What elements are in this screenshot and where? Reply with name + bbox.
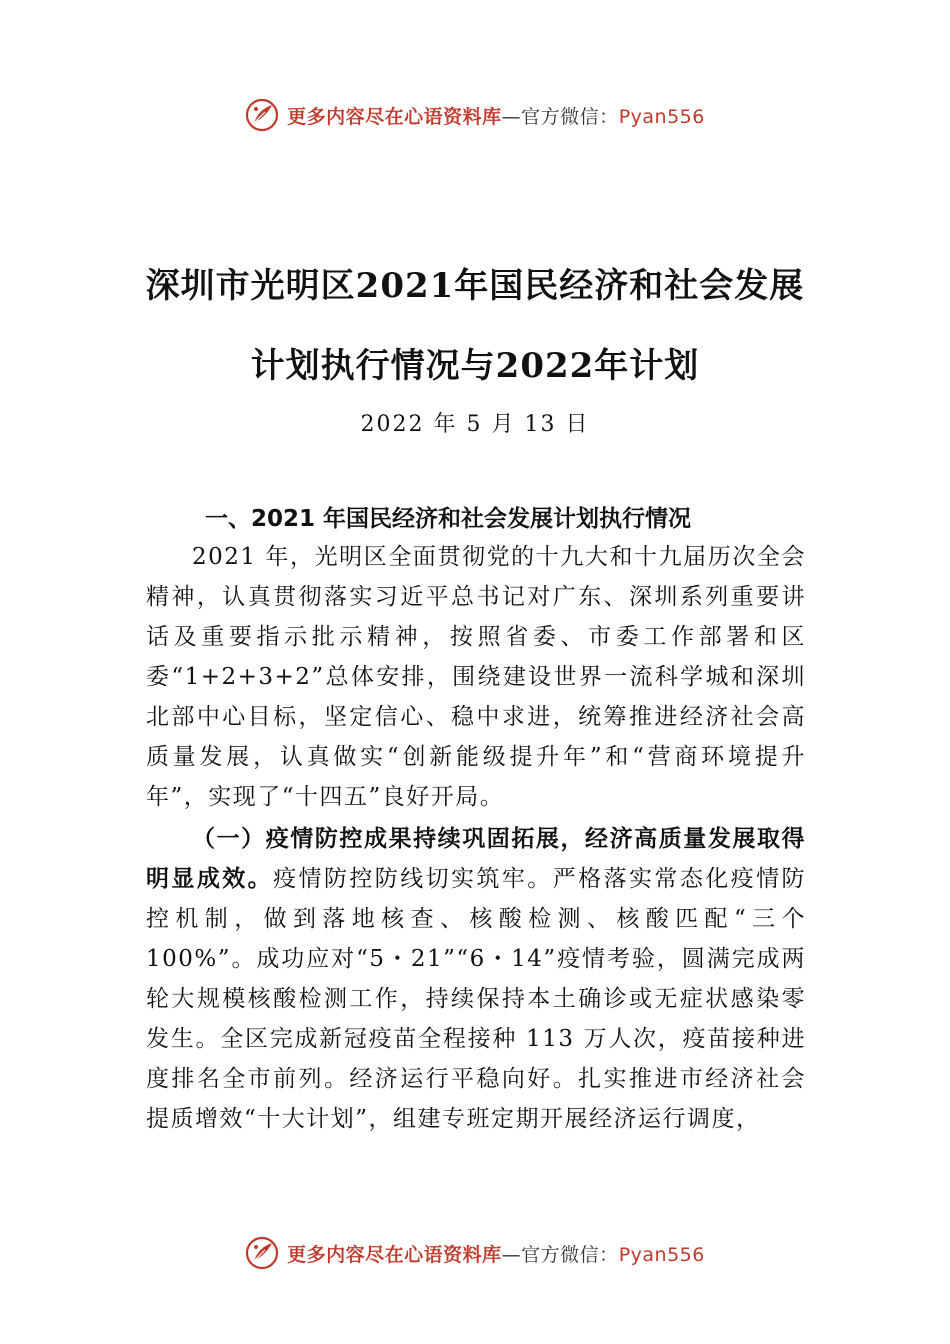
watermark-brand: 更多内容尽在心语资料库 bbox=[287, 1243, 502, 1266]
watermark-separator: —官方微信： bbox=[501, 1243, 619, 1266]
paragraph-2 bbox=[146, 819, 806, 1139]
quill-pen-logo-icon bbox=[245, 98, 279, 132]
watermark-footer bbox=[0, 1233, 950, 1273]
paragraph-1: 2021 年，光明区全面贯彻党的十九大和十九届历次全会精神，认真贯彻落实习近平总书记对广东、深圳系列重要讲话及重要指示批示精神，按照省委、市委工作部署和区委“1+2+3+2”总体安排，围绕建设世界一流科学城和深圳北部中心目标，坚定信心、稳中求进，统筹推进经济社会高质量发展，认真做实“创新能级提升年”和“营商环境提升年”，实现了“十四五”良好开局。 bbox=[146, 544, 806, 810]
watermark-separator: —官方微信： bbox=[501, 105, 619, 128]
watermark-wechat-id: Pyan556 bbox=[618, 105, 705, 128]
paragraph-2-lead: （一）疫情防控成果持续巩固拓展，经济高质量发展取得明显成效。 bbox=[146, 825, 806, 892]
document-title-line1: 深圳市光明区2021年国民经济和社会发展 bbox=[145, 266, 805, 306]
document-date: 2022 年 5 月 13 日 bbox=[360, 412, 590, 437]
paragraph-2-body: 疫情防控防线切实筑牢。严格落实常态化疫情防控机制，做到落地核查、核酸检测、核酸匹配“三个100%”。成功应对“5・21”“6・14”疫情考验，圆满完成两轮大规模核酸检测工作，持续保持本土确诊或无症状感染零发生。全区完成新冠疫苗全程接种 113 万人次，疫苗接种进度排名全市前列。经济运行平稳向好。扎实推进市经济社会提质增效“十大计划”，组建专班定期开展经济运行调度， bbox=[146, 866, 806, 1132]
document-title-line2: 计划执行情况与2022年计划 bbox=[250, 346, 700, 386]
watermark-text bbox=[287, 1240, 705, 1267]
watermark-header bbox=[0, 95, 950, 135]
watermark-wechat-id: Pyan556 bbox=[618, 1243, 705, 1266]
watermark-text bbox=[287, 102, 705, 129]
section-heading: 一、2021 年国民经济和社会发展计划执行情况 bbox=[205, 506, 692, 532]
quill-pen-logo-icon bbox=[245, 1236, 279, 1270]
watermark-brand: 更多内容尽在心语资料库 bbox=[287, 105, 502, 128]
